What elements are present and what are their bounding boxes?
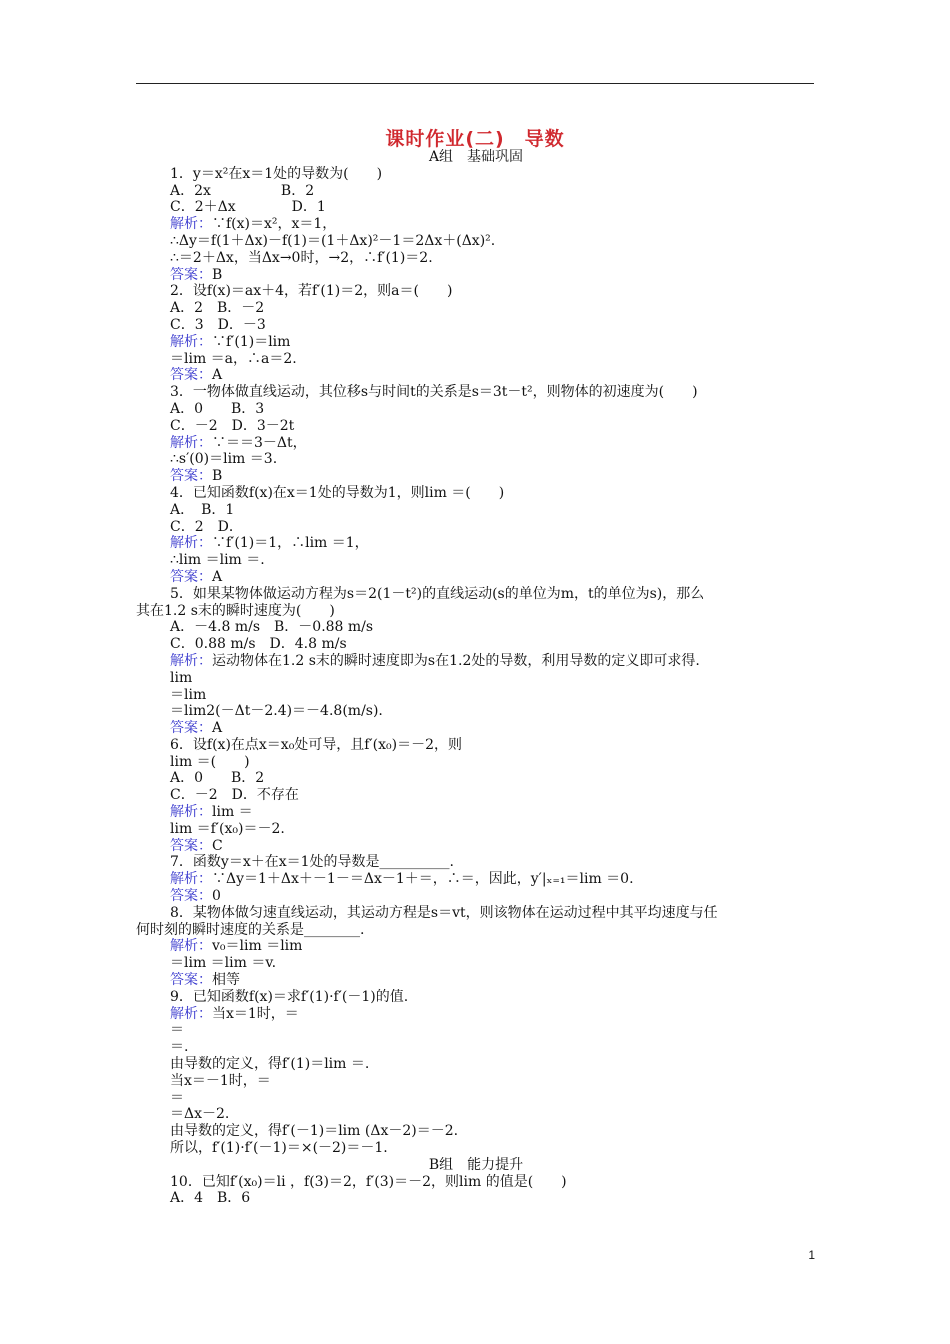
text-line bbox=[136, 367, 816, 384]
line-text: C．－2 D．3－2t bbox=[170, 417, 295, 434]
line-text: A bbox=[212, 367, 223, 384]
text-line bbox=[136, 603, 816, 620]
text-line bbox=[136, 922, 816, 939]
text-line bbox=[136, 569, 816, 586]
line-text: 何时刻的瞬时速度的关系是________. bbox=[136, 921, 365, 938]
text-line bbox=[136, 1006, 816, 1023]
text-line bbox=[136, 687, 816, 704]
text-line bbox=[136, 418, 816, 435]
text-line bbox=[136, 166, 816, 183]
text-line bbox=[136, 384, 816, 401]
line-text: A组 基础巩固 bbox=[428, 149, 524, 165]
line-text: ∴Δy＝f(1＋Δx)－f(1)＝(1＋Δx)²－1＝2Δx＋(Δx)². bbox=[170, 232, 496, 249]
text-line bbox=[136, 233, 816, 250]
line-text: B组 能力提升 bbox=[428, 1156, 524, 1173]
text-line bbox=[136, 535, 816, 552]
analysis-label: 解析： bbox=[170, 871, 212, 888]
line-text: lim ＝f′(x₀)＝－2. bbox=[170, 820, 285, 837]
text-line bbox=[136, 838, 816, 855]
line-text: C．2 D． bbox=[170, 518, 243, 535]
text-line bbox=[136, 653, 816, 670]
line-text: v₀＝lim ＝lim bbox=[212, 938, 303, 955]
text-line bbox=[136, 468, 816, 485]
text-line bbox=[136, 972, 816, 989]
text-line bbox=[136, 905, 816, 922]
text-line bbox=[136, 519, 816, 536]
line-text: ＝Δx－2. bbox=[170, 1106, 230, 1123]
line-text: A． B．1 bbox=[170, 501, 235, 518]
line-text: 当x＝－1时，＝ bbox=[170, 1072, 271, 1089]
text-line bbox=[136, 267, 816, 284]
text-line bbox=[136, 619, 816, 636]
text-line bbox=[136, 938, 816, 955]
text-line bbox=[136, 1022, 816, 1039]
line-text: A．－4.8 m/s B．－0.88 m/s bbox=[170, 619, 374, 636]
text-line bbox=[136, 351, 816, 368]
text-line bbox=[136, 770, 816, 787]
page-title: 课时作业(二) 导数 bbox=[385, 128, 565, 150]
line-text: 9．已知函数f(x)＝求f′(1)·f′(－1)的值. bbox=[170, 988, 409, 1005]
text-line bbox=[136, 502, 816, 519]
line-text: lim ＝ bbox=[212, 804, 253, 821]
text-line bbox=[136, 821, 816, 838]
line-text: C．－2 D．不存在 bbox=[170, 787, 299, 804]
text-line bbox=[136, 1090, 816, 1107]
text-line bbox=[136, 283, 816, 300]
analysis-label: 解析： bbox=[170, 434, 212, 451]
text-line bbox=[136, 754, 816, 771]
line-text: C．3 D．－3 bbox=[170, 316, 266, 333]
line-text: ＝lim2(－Δt－2.4)＝－4.8(m/s). bbox=[170, 703, 383, 720]
line-text: 相等 bbox=[212, 972, 240, 989]
line-text: ∴＝2＋Δx，当Δx→0时，→2，∴f′(1)＝2. bbox=[170, 249, 433, 266]
text-line bbox=[136, 670, 816, 687]
text-line bbox=[136, 183, 816, 200]
analysis-label: 解析： bbox=[170, 535, 212, 552]
text-line bbox=[136, 1106, 816, 1123]
text-line bbox=[136, 317, 816, 334]
line-text: A．2x B．2 bbox=[170, 182, 315, 199]
text-line bbox=[136, 1140, 816, 1157]
analysis-label: 解析： bbox=[170, 216, 212, 233]
text-line bbox=[136, 854, 816, 871]
text-line bbox=[136, 250, 816, 267]
text-line bbox=[136, 401, 816, 418]
line-text: lim bbox=[170, 669, 193, 686]
line-text: 当x＝1时，＝ bbox=[212, 1005, 299, 1022]
line-text: B bbox=[212, 468, 223, 485]
line-text: A bbox=[212, 568, 223, 585]
text-line bbox=[136, 1123, 816, 1140]
analysis-label: 解析： bbox=[170, 804, 212, 821]
text-line bbox=[136, 552, 816, 569]
line-text: 由导数的定义，得f′(1)＝lim ＝. bbox=[170, 1056, 370, 1073]
text-line bbox=[136, 1056, 816, 1073]
line-text: A．0 B．2 bbox=[170, 770, 265, 787]
text-line bbox=[136, 703, 816, 720]
header-rule bbox=[136, 83, 814, 84]
answer-label: 答案： bbox=[170, 972, 212, 989]
line-text: A bbox=[212, 720, 223, 737]
text-line bbox=[136, 787, 816, 804]
line-text: 2．设f(x)＝ax＋4，若f′(1)＝2，则a＝( ) bbox=[170, 283, 453, 300]
line-text: ∴s′(0)＝lim ＝3. bbox=[170, 451, 278, 468]
text-line bbox=[136, 1190, 816, 1207]
section-heading bbox=[136, 149, 816, 166]
text-line bbox=[136, 1073, 816, 1090]
answer-label: 答案： bbox=[170, 468, 212, 485]
text-line bbox=[136, 334, 816, 351]
answer-label: 答案： bbox=[170, 568, 212, 585]
line-text: 10．已知f′(x₀)＝li ，f(3)＝2，f′(3)＝－2，则lim 的值是( ) bbox=[170, 1173, 567, 1190]
answer-label: 答案： bbox=[170, 720, 212, 737]
section-heading bbox=[136, 1157, 816, 1174]
document-body bbox=[136, 149, 816, 1207]
line-text: 0 bbox=[212, 888, 221, 905]
line-text: A．4 B．6 bbox=[170, 1190, 251, 1207]
text-line bbox=[136, 435, 816, 452]
line-text: A．0 B．3 bbox=[170, 400, 265, 417]
line-text: A．2 B．－2 bbox=[170, 300, 265, 317]
page-number: 1 bbox=[808, 1248, 815, 1262]
text-line bbox=[136, 871, 816, 888]
line-text: C．2＋Δx D．1 bbox=[170, 199, 326, 216]
text-line bbox=[136, 300, 816, 317]
line-text: C．0.88 m/s D．4.8 m/s bbox=[170, 636, 347, 653]
line-text: ＝ bbox=[170, 1089, 184, 1106]
text-line bbox=[136, 451, 816, 468]
text-line bbox=[136, 636, 816, 653]
line-text: 6．设f(x)在点x＝x₀处可导，且f′(x₀)＝－2，则 bbox=[170, 736, 463, 753]
text-line bbox=[136, 804, 816, 821]
answer-label: 答案： bbox=[170, 266, 212, 283]
line-text: ∵f′(1)＝lim bbox=[212, 333, 291, 350]
answer-label: 答案： bbox=[170, 888, 212, 905]
text-line bbox=[136, 1174, 816, 1191]
line-text: 运动物体在1.2 s末的瞬时速度即为s在1.2处的导数，利用导数的定义即可求得. bbox=[212, 652, 700, 669]
line-text: ＝lim bbox=[170, 686, 207, 703]
answer-label: 答案： bbox=[170, 837, 212, 854]
line-text: ∵Δy＝1＋Δx＋－1－＝Δx－1＋＝，∴＝，因此，y′|ₓ₌₁＝lim ＝0. bbox=[212, 871, 634, 888]
answer-label: 答案： bbox=[170, 367, 212, 384]
line-text: 3．一物体做直线运动，其位移s与时间t的关系是s＝3t－t²，则物体的初速度为( ) bbox=[170, 384, 698, 401]
text-line bbox=[136, 888, 816, 905]
line-text: ∴lim ＝lim ＝. bbox=[170, 552, 265, 569]
line-text: 5．如果某物体做运动方程为s＝2(1－t²)的直线运动(s的单位为m，t的单位为s)，那么 bbox=[170, 585, 705, 602]
text-line bbox=[136, 1039, 816, 1056]
analysis-label: 解析： bbox=[170, 938, 212, 955]
line-text: 由导数的定义，得f′(－1)＝lim (Δx－2)＝－2. bbox=[170, 1123, 459, 1140]
line-text: 1．y＝x²在x＝1处的导数为( ) bbox=[170, 165, 383, 182]
line-text: ＝lim ＝lim ＝v. bbox=[170, 955, 277, 972]
text-line bbox=[136, 737, 816, 754]
line-text: ∵＝＝3－Δt， bbox=[212, 434, 307, 451]
text-line bbox=[136, 955, 816, 972]
analysis-label: 解析： bbox=[170, 333, 212, 350]
text-line bbox=[136, 216, 816, 233]
text-line bbox=[136, 720, 816, 737]
line-text: ＝ bbox=[170, 1022, 184, 1039]
line-text: ＝. bbox=[170, 1039, 189, 1056]
line-text: ∵f′(1)＝1，∴lim ＝1， bbox=[212, 535, 369, 552]
line-text: ∵f(x)＝x²，x＝1， bbox=[212, 216, 337, 233]
text-line bbox=[136, 586, 816, 603]
text-line bbox=[136, 485, 816, 502]
text-line bbox=[136, 199, 816, 216]
line-text: 所以，f′(1)·f′(－1)＝×(－2)＝－1. bbox=[170, 1140, 388, 1157]
line-text: C bbox=[212, 837, 223, 854]
analysis-label: 解析： bbox=[170, 652, 212, 669]
analysis-label: 解析： bbox=[170, 1005, 212, 1022]
line-text: 7．函数y＝x＋在x＝1处的导数是__________. bbox=[170, 854, 454, 871]
line-text: 8．某物体做匀速直线运动，其运动方程是s＝vt，则该物体在运动过程中其平均速度与任 bbox=[170, 904, 718, 921]
line-text: ＝lim ＝a，∴a＝2. bbox=[170, 350, 297, 367]
line-text: lim ＝( ) bbox=[170, 753, 250, 770]
line-text: 其在1.2 s末的瞬时速度为( ) bbox=[136, 602, 335, 619]
line-text: B bbox=[212, 266, 223, 283]
text-line bbox=[136, 989, 816, 1006]
line-text: 4．已知函数f(x)在x＝1处的导数为1，则lim ＝( ) bbox=[170, 484, 505, 501]
